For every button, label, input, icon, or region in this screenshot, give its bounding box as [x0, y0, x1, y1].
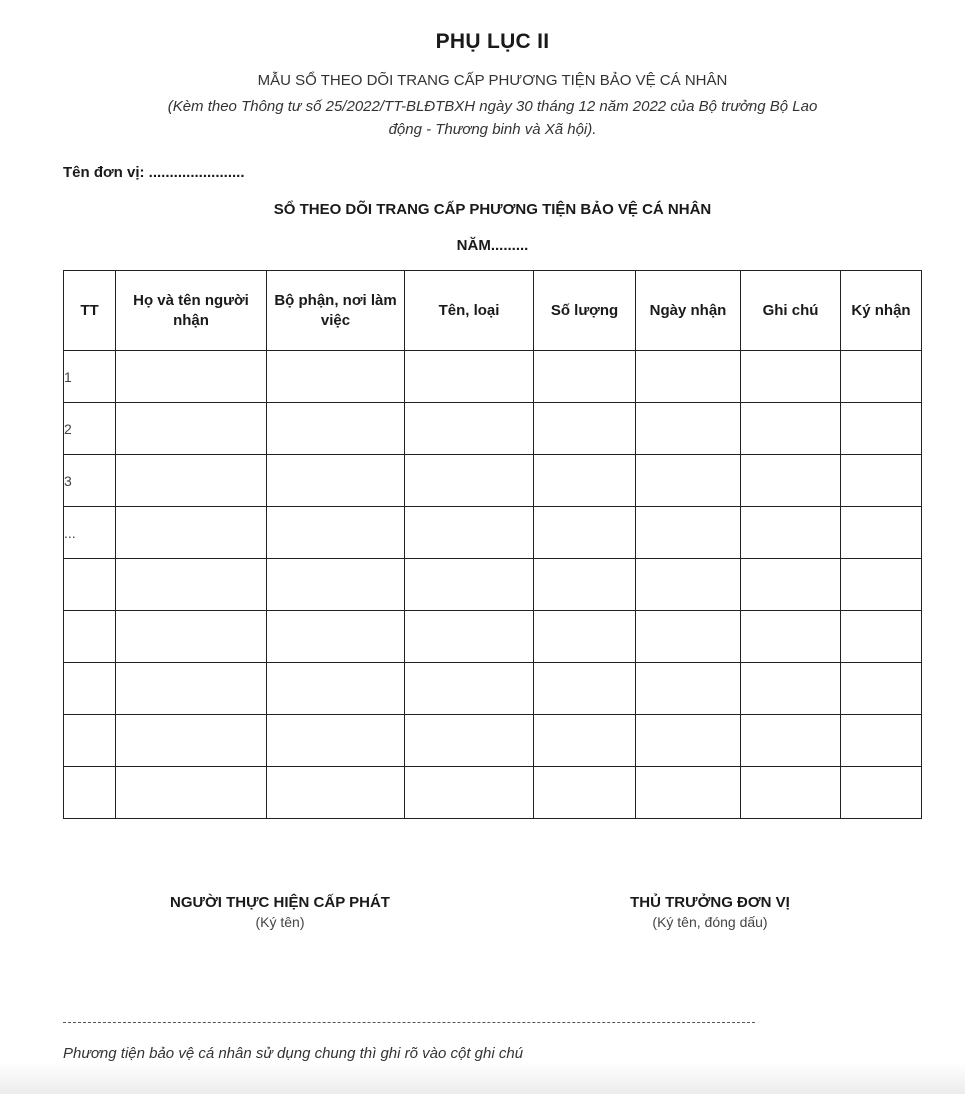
table-cell [534, 559, 636, 611]
column-header: TT [64, 271, 116, 351]
table-cell [405, 559, 534, 611]
table-cell [636, 507, 741, 559]
table-cell [116, 507, 267, 559]
table-cell [405, 767, 534, 819]
table-cell [405, 611, 534, 663]
table-row [64, 455, 922, 507]
table-cell [405, 351, 534, 403]
table-cell [116, 351, 267, 403]
head-role: THỦ TRƯỞNG ĐƠN VỊ [630, 894, 790, 911]
table-cell [116, 767, 267, 819]
table-cell [741, 663, 841, 715]
table-cell [267, 507, 405, 559]
table-cell [636, 715, 741, 767]
issuer-signature-block [100, 894, 460, 930]
table-row [64, 767, 922, 819]
table-body [64, 351, 922, 819]
form-subtitle: MẪU SỔ THEO DÕI TRANG CẤP PHƯƠNG TIỆN BẢO VỆ CÁ NHÂN [257, 72, 728, 89]
table-cell [636, 559, 741, 611]
table-cell [267, 403, 405, 455]
table-cell [534, 715, 636, 767]
table-cell [741, 767, 841, 819]
table-cell [741, 351, 841, 403]
table-cell [534, 455, 636, 507]
table-cell [267, 611, 405, 663]
ppe-issue-table [63, 270, 922, 819]
appendix-title: PHỤ LỤC II [435, 30, 550, 53]
table-cell [405, 507, 534, 559]
table-cell [405, 663, 534, 715]
table-cell [534, 351, 636, 403]
table-cell [841, 351, 922, 403]
bottom-shade [0, 1062, 965, 1094]
head-signature-block [530, 894, 890, 930]
row-number-cell: ... [64, 507, 116, 559]
table-cell [267, 663, 405, 715]
row-number-cell [64, 663, 116, 715]
table-cell [116, 715, 267, 767]
table-cell [116, 663, 267, 715]
table-cell [841, 663, 922, 715]
column-header: Tên, loại [405, 271, 534, 351]
table-cell [636, 611, 741, 663]
table-header-row [64, 271, 922, 351]
table-cell [267, 715, 405, 767]
issuer-role: NGƯỜI THỰC HIỆN CẤP PHÁT [170, 894, 390, 911]
head-sign-hint: (Ký tên, đóng dấu) [652, 914, 768, 930]
row-number-cell: 1 [64, 351, 116, 403]
legal-reference-line-2: động - Thương binh và Xã hội). [388, 121, 597, 138]
table-cell [636, 663, 741, 715]
table-cell [405, 715, 534, 767]
table-cell [636, 455, 741, 507]
table-cell [267, 455, 405, 507]
row-number-cell: 2 [64, 403, 116, 455]
table-cell [741, 455, 841, 507]
column-header: Ngày nhận [636, 271, 741, 351]
row-number-cell: 3 [64, 455, 116, 507]
legal-reference-note [60, 95, 925, 141]
row-number-cell [64, 715, 116, 767]
table-cell [741, 715, 841, 767]
table-cell [741, 507, 841, 559]
column-header: Số lượng [534, 271, 636, 351]
footnote: Phương tiện bảo vệ cá nhân sử dụng chung thì ghi rõ vào cột ghi chú [63, 1045, 524, 1062]
footnote-divider [63, 1022, 755, 1023]
column-header: Ghi chú [741, 271, 841, 351]
table-cell [841, 611, 922, 663]
table-cell [267, 559, 405, 611]
table-cell [841, 455, 922, 507]
column-header: Họ và tên người nhận [116, 271, 267, 351]
table-row [64, 611, 922, 663]
book-title: SỔ THEO DÕI TRANG CẤP PHƯƠNG TIỆN BẢO VỆ CÁ NHÂN [273, 201, 712, 218]
row-number-cell [64, 767, 116, 819]
unit-name-label: Tên đơn vị: ....................... [63, 164, 245, 181]
table-cell [116, 559, 267, 611]
table-cell [741, 559, 841, 611]
table-cell [534, 767, 636, 819]
table-cell [534, 611, 636, 663]
issuer-sign-hint: (Ký tên) [255, 914, 305, 930]
column-header: Ký nhận [841, 271, 922, 351]
table-cell [116, 611, 267, 663]
table-cell [636, 767, 741, 819]
table-cell [636, 403, 741, 455]
table-cell [267, 351, 405, 403]
table-cell [841, 715, 922, 767]
table-cell [841, 403, 922, 455]
table-cell [405, 455, 534, 507]
table-cell [116, 403, 267, 455]
table-cell [116, 455, 267, 507]
table-cell [636, 351, 741, 403]
table-cell [841, 767, 922, 819]
table-row [64, 715, 922, 767]
row-number-cell [64, 611, 116, 663]
year-label: NĂM......... [456, 237, 529, 254]
table-cell [534, 507, 636, 559]
table-cell [741, 611, 841, 663]
table-cell [405, 403, 534, 455]
table-row [64, 351, 922, 403]
table-row [64, 559, 922, 611]
legal-reference-line-1: (Kèm theo Thông tư số 25/2022/TT-BLĐTBXH ngày 30 tháng 12 năm 2022 của Bộ trưởng Bộ Lao [167, 98, 818, 115]
table-row [64, 663, 922, 715]
table-cell [534, 663, 636, 715]
table-cell [267, 767, 405, 819]
column-header: Bộ phận, nơi làm việc [267, 271, 405, 351]
table-row [64, 403, 922, 455]
table-cell [534, 403, 636, 455]
table-cell [841, 559, 922, 611]
row-number-cell [64, 559, 116, 611]
table-cell [841, 507, 922, 559]
table-row [64, 507, 922, 559]
table-cell [741, 403, 841, 455]
